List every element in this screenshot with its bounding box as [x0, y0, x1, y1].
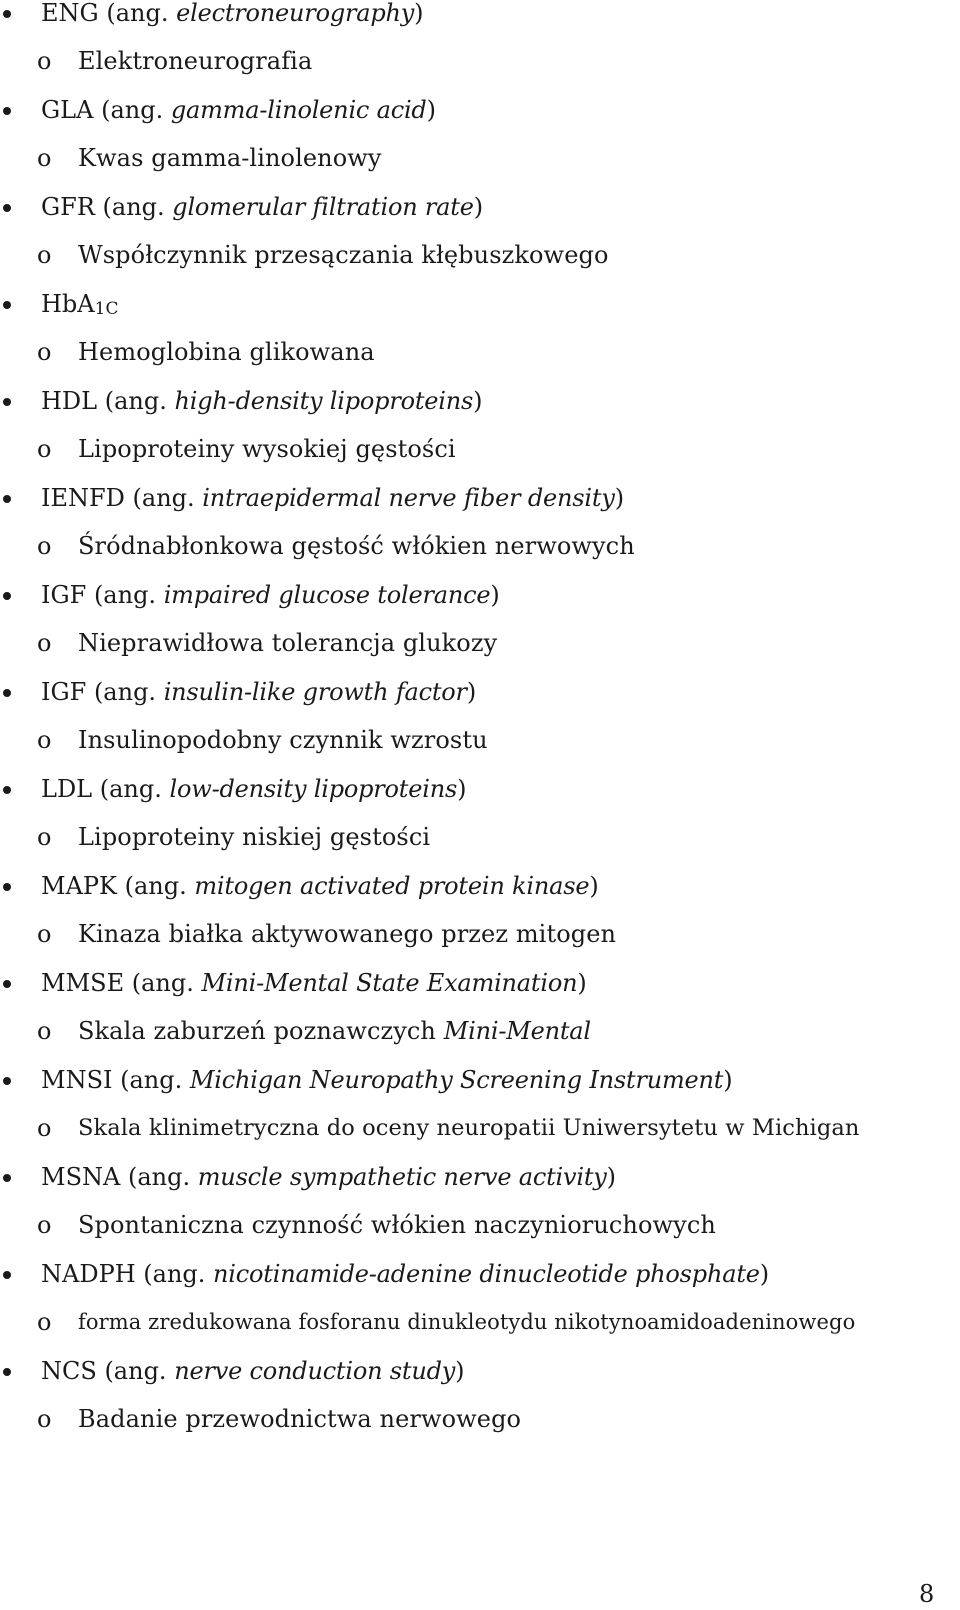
bullet-circle-icon: o: [37, 1017, 52, 1045]
term-suffix: ): [490, 581, 500, 609]
bullet-circle-icon: o: [37, 920, 52, 948]
term-polish: Skala zaburzeń poznawczych: [78, 1017, 444, 1045]
term-prefix: (ang.: [92, 775, 170, 803]
bullet-dot-icon: [3, 398, 11, 406]
bullet-circle-icon: o: [37, 144, 52, 172]
term-abbr: LDL: [41, 775, 93, 803]
term-abbr: NADPH: [41, 1260, 136, 1288]
term-polish: Współczynnik przesączania kłębuszkowego: [78, 241, 609, 269]
glossary-translation: [0, 336, 960, 368]
term-suffix: ): [473, 193, 484, 221]
glossary-translation: [0, 45, 960, 77]
glossary-term: [0, 579, 960, 611]
glossary-term: [0, 870, 960, 902]
term-english: nicotinamide-adenine dinucleotide phosphate: [213, 1260, 760, 1288]
term-prefix: (ang.: [124, 484, 203, 512]
bullet-circle-icon: o: [37, 1405, 52, 1433]
term-polish: Skala klinimetryczna do oceny neuropatii Uniwersytetu w Michigan: [78, 1115, 860, 1141]
glossary-translation: [0, 724, 960, 756]
term-prefix: (ang.: [98, 0, 177, 27]
bullet-circle-icon: o: [37, 823, 52, 851]
bullet-dot-icon: [3, 107, 11, 115]
bullet-dot-icon: [3, 204, 11, 212]
glossary-term: [0, 773, 960, 805]
term-suffix: ): [606, 1163, 617, 1191]
term-suffix: ): [426, 96, 436, 124]
glossary-term: [0, 385, 960, 417]
bullet-circle-icon: o: [37, 629, 52, 657]
term-polish-italic: Mini-Mental: [443, 1017, 591, 1045]
bullet-circle-icon: o: [37, 532, 52, 560]
term-abbr: HDL: [41, 387, 98, 415]
glossary-translation: [0, 1306, 960, 1338]
glossary-term: [0, 0, 960, 29]
term-abbr-subscript: 1C: [94, 299, 119, 319]
term-prefix: (ang.: [135, 1260, 214, 1288]
term-polish: Lipoproteiny wysokiej gęstości: [78, 435, 456, 463]
term-abbr: MNSI: [41, 1066, 113, 1094]
term-abbr: NCS: [41, 1357, 97, 1385]
term-english: electroneurography: [176, 0, 415, 27]
term-english: muscle sympathetic nerve activity: [197, 1163, 607, 1191]
term-prefix: (ang.: [94, 193, 173, 221]
bullet-dot-icon: [3, 10, 11, 18]
term-prefix: (ang.: [86, 581, 164, 609]
bullet-dot-icon: [3, 301, 11, 309]
glossary-translation: [0, 433, 960, 465]
term-english: glomerular filtration rate: [172, 193, 474, 221]
term-suffix: ): [759, 1260, 770, 1288]
term-polish: Kwas gamma-linolenowy: [78, 144, 382, 172]
glossary-term: [0, 482, 960, 514]
term-suffix: ): [455, 1357, 465, 1385]
glossary-term: [0, 1161, 960, 1193]
glossary-term: [0, 94, 960, 126]
term-polish: forma zredukowana fosforanu dinukleotydu nikotynoamidoadeninowego: [78, 1310, 856, 1334]
bullet-circle-icon: o: [37, 1114, 52, 1142]
term-suffix: ): [723, 1066, 733, 1094]
term-prefix: (ang.: [93, 96, 171, 124]
term-prefix: (ang.: [97, 387, 175, 415]
bullet-dot-icon: [3, 883, 11, 891]
term-abbr: HbA: [41, 290, 95, 318]
term-polish: Insulinopodobny czynnik wzrostu: [78, 726, 488, 754]
bullet-circle-icon: o: [37, 338, 52, 366]
bullet-dot-icon: [3, 689, 11, 697]
term-prefix: (ang.: [120, 1163, 198, 1191]
glossary-term: [0, 191, 960, 223]
bullet-dot-icon: [3, 786, 11, 794]
page-number: 8: [919, 1580, 935, 1608]
glossary-translation: [0, 1209, 960, 1241]
bullet-dot-icon: [3, 1368, 11, 1376]
term-english: mitogen activated protein kinase: [194, 872, 590, 900]
glossary-translation: [0, 239, 960, 271]
term-english: nerve conduction study: [174, 1357, 456, 1385]
term-polish: Hemoglobina glikowana: [78, 338, 375, 366]
term-polish: Elektroneurografia: [78, 47, 313, 75]
bullet-circle-icon: o: [37, 435, 52, 463]
term-suffix: ): [473, 387, 483, 415]
glossary-term: [0, 288, 960, 320]
bullet-dot-icon: [3, 1077, 11, 1085]
term-english: impaired glucose tolerance: [163, 581, 491, 609]
term-polish: Śródnabłonkowa gęstość włókien nerwowych: [78, 532, 635, 560]
glossary-term: [0, 1355, 960, 1387]
term-polish: Lipoproteiny niskiej gęstości: [78, 823, 431, 851]
bullet-dot-icon: [3, 980, 11, 988]
glossary-translation: [0, 1112, 960, 1144]
term-english: insulin-like growth factor: [163, 678, 467, 706]
term-english: Mini-Mental State Examination: [201, 969, 578, 997]
term-suffix: ): [589, 872, 599, 900]
term-polish: Badanie przewodnictwa nerwowego: [78, 1405, 522, 1433]
term-prefix: (ang.: [116, 872, 195, 900]
bullet-dot-icon: [3, 495, 11, 503]
term-prefix: (ang.: [96, 1357, 175, 1385]
term-english: intraepidermal nerve fiber density: [202, 484, 615, 512]
term-prefix: (ang.: [112, 1066, 190, 1094]
glossary-term: [0, 1258, 960, 1290]
term-abbr: MMSE: [41, 969, 125, 997]
glossary-translation: [0, 1015, 960, 1047]
term-prefix: (ang.: [86, 678, 164, 706]
bullet-circle-icon: o: [37, 726, 52, 754]
bullet-circle-icon: o: [37, 47, 52, 75]
term-english: gamma-linolenic acid: [170, 96, 427, 124]
term-prefix: (ang.: [124, 969, 202, 997]
glossary-translation: [0, 142, 960, 174]
term-suffix: ): [577, 969, 587, 997]
glossary-translation: [0, 1403, 960, 1435]
bullet-circle-icon: o: [37, 1308, 52, 1336]
term-english: low-density lipoproteins: [169, 775, 458, 803]
glossary-term: [0, 676, 960, 708]
bullet-circle-icon: o: [37, 1211, 52, 1239]
glossary-term: [0, 1064, 960, 1096]
term-suffix: ): [457, 775, 467, 803]
term-abbr: GLA: [41, 96, 94, 124]
term-abbr: ENG: [41, 0, 99, 27]
glossary-translation: [0, 821, 960, 853]
glossary-term: [0, 967, 960, 999]
term-polish: Nieprawidłowa tolerancja glukozy: [78, 629, 498, 657]
term-polish: Spontaniczna czynność włókien naczynioruchowych: [78, 1211, 716, 1239]
bullet-dot-icon: [3, 592, 11, 600]
term-english: high-density lipoproteins: [174, 387, 474, 415]
term-abbr: IENFD: [41, 484, 125, 512]
glossary-translation: [0, 918, 960, 950]
term-suffix: ): [414, 0, 424, 27]
term-abbr: IGF: [41, 581, 87, 609]
bullet-circle-icon: o: [37, 241, 52, 269]
glossary-translation: [0, 627, 960, 659]
term-abbr: MSNA: [41, 1163, 121, 1191]
term-abbr: GFR: [41, 193, 95, 221]
term-suffix: ): [466, 678, 477, 706]
bullet-dot-icon: [3, 1174, 11, 1182]
term-abbr: MAPK: [41, 872, 117, 900]
term-polish: Kinaza białka aktywowanego przez mitogen: [78, 920, 617, 948]
glossary-translation: [0, 530, 960, 562]
term-english: Michigan Neuropathy Screening Instrument: [189, 1066, 724, 1094]
bullet-dot-icon: [3, 1271, 11, 1279]
term-suffix: ): [614, 484, 625, 512]
term-abbr: IGF: [41, 678, 87, 706]
